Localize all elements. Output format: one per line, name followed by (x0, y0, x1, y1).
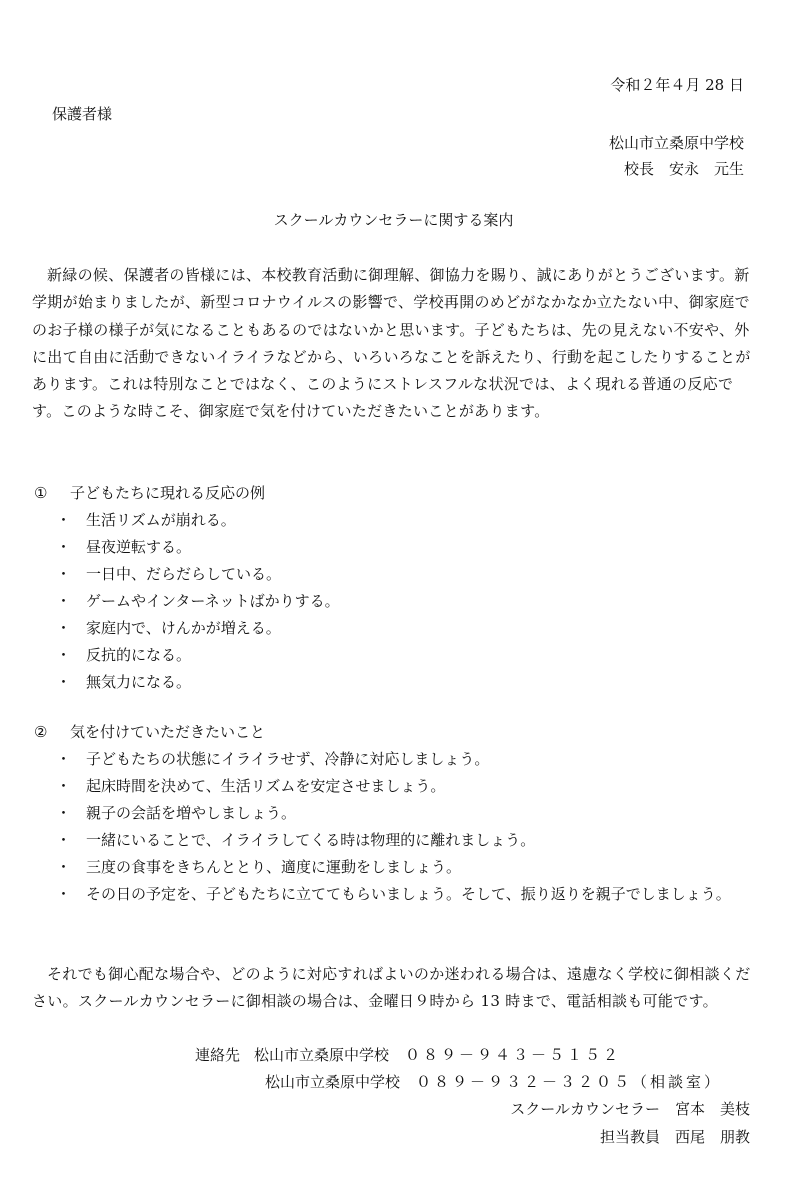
list-item: ・ その日の予定を、子どもたちに立ててもらいましょう。そして、振り返りを親子でしましょう。 (34, 881, 754, 908)
bullet-icon: ・ (56, 804, 72, 822)
contact-phone: ０８９－９４３－５１５２ (405, 1046, 622, 1064)
section-number: ② (34, 723, 48, 741)
list-item: ・ 起床時間を決めて、生活リズムを安定させましょう。 (34, 773, 754, 800)
closing-paragraph: それでも御心配な場合や、どのように対応すればよいのか迷われる場合は、遠慮なく学校に御相談ください。スクールカウンセラーに御相談の場合は、金曜日９時から 13 時まで、電話相談も可能です。 (32, 965, 751, 1010)
section-advice (34, 719, 754, 908)
section-heading (34, 480, 754, 507)
bullet-icon: ・ (56, 777, 72, 795)
list-item: ・ 生活リズムが崩れる。 (34, 507, 754, 534)
contact-teacher: 担当教員 西尾 朋教 (599, 1128, 750, 1146)
contact-school: 松山市立桑原中学校 (254, 1046, 390, 1064)
list-item: ・ 無気力になる。 (34, 669, 754, 696)
bullet-list (34, 746, 754, 908)
bullet-icon: ・ (56, 565, 72, 583)
contact-phone-counseling-room: ０８９－９３２－３２０５（相談室） (416, 1073, 723, 1091)
bullet-icon: ・ (56, 750, 72, 768)
sender-school: 松山市立桑原中学校 (608, 134, 744, 152)
list-item: ・ ゲームやインターネットばかりする。 (34, 588, 754, 615)
bullet-list (34, 507, 754, 696)
section-title: 気を付けていただきたいこと (70, 723, 266, 741)
body-paragraph: 新緑の候、保護者の皆様には、本校教育活動に御理解、御協力を賜り、誠にありがとうございます。新学期が始まりましたが、新型コロナウイルスの影響で、学校再開のめどがなかなか立たない中、御家庭でのお子様の様子が気になることもあるのではないかと思います。子どもたちは、先の見えない不安や、外に出て自由に活動できないイライラなどから、いろいろなことを訴えたり、行動を起こしたりすることがあります。これは特別なことではなく、このようにストレスフルな状況では、よく現れる普通の反応です。このような時こそ、御家庭で気を付けていただきたいことがあります。 (32, 266, 751, 421)
list-item: ・ 一緒にいることで、イライラしてくる時は物理的に離れましょう。 (34, 827, 754, 854)
list-item: ・ 親子の会話を増やしましょう。 (34, 800, 754, 827)
bullet-icon: ・ (56, 858, 72, 876)
contact-label: 連絡先 (195, 1046, 241, 1064)
section-heading (34, 719, 754, 746)
bullet-icon: ・ (56, 538, 72, 556)
document-date: 令和２年４月 28 日 (610, 76, 744, 94)
bullet-icon: ・ (56, 511, 72, 529)
bullet-icon: ・ (56, 673, 72, 691)
section-number: ① (34, 484, 48, 502)
sender-principal: 校長 安永 元生 (623, 160, 744, 178)
list-item: ・ 反抗的になる。 (34, 642, 754, 669)
bullet-icon: ・ (56, 619, 72, 637)
contact-counselor: スクールカウンセラー 宮本 美枝 (510, 1100, 750, 1118)
bullet-icon: ・ (56, 831, 72, 849)
document-title: スクールカウンセラーに関する案内 (273, 211, 514, 229)
bullet-icon: ・ (56, 885, 72, 903)
list-item: ・ 三度の食事をきちんととり、適度に運動をしましょう。 (34, 854, 754, 881)
contact-line-1 (195, 1042, 621, 1069)
list-item: ・ 子どもたちの状態にイライラせず、冷静に対応しましょう。 (34, 746, 754, 773)
section-title: 子どもたちに現れる反応の例 (70, 484, 266, 502)
bullet-icon: ・ (56, 646, 72, 664)
contact-line-2 (265, 1069, 722, 1096)
section-reactions (34, 480, 754, 696)
bullet-icon: ・ (56, 592, 72, 610)
contact-school: 松山市立桑原中学校 (265, 1073, 401, 1091)
list-item: ・ 昼夜逆転する。 (34, 534, 754, 561)
recipient: 保護者様 (52, 105, 113, 123)
list-item: ・ 家庭内で、けんかが増える。 (34, 615, 754, 642)
list-item: ・ 一日中、だらだらしている。 (34, 561, 754, 588)
